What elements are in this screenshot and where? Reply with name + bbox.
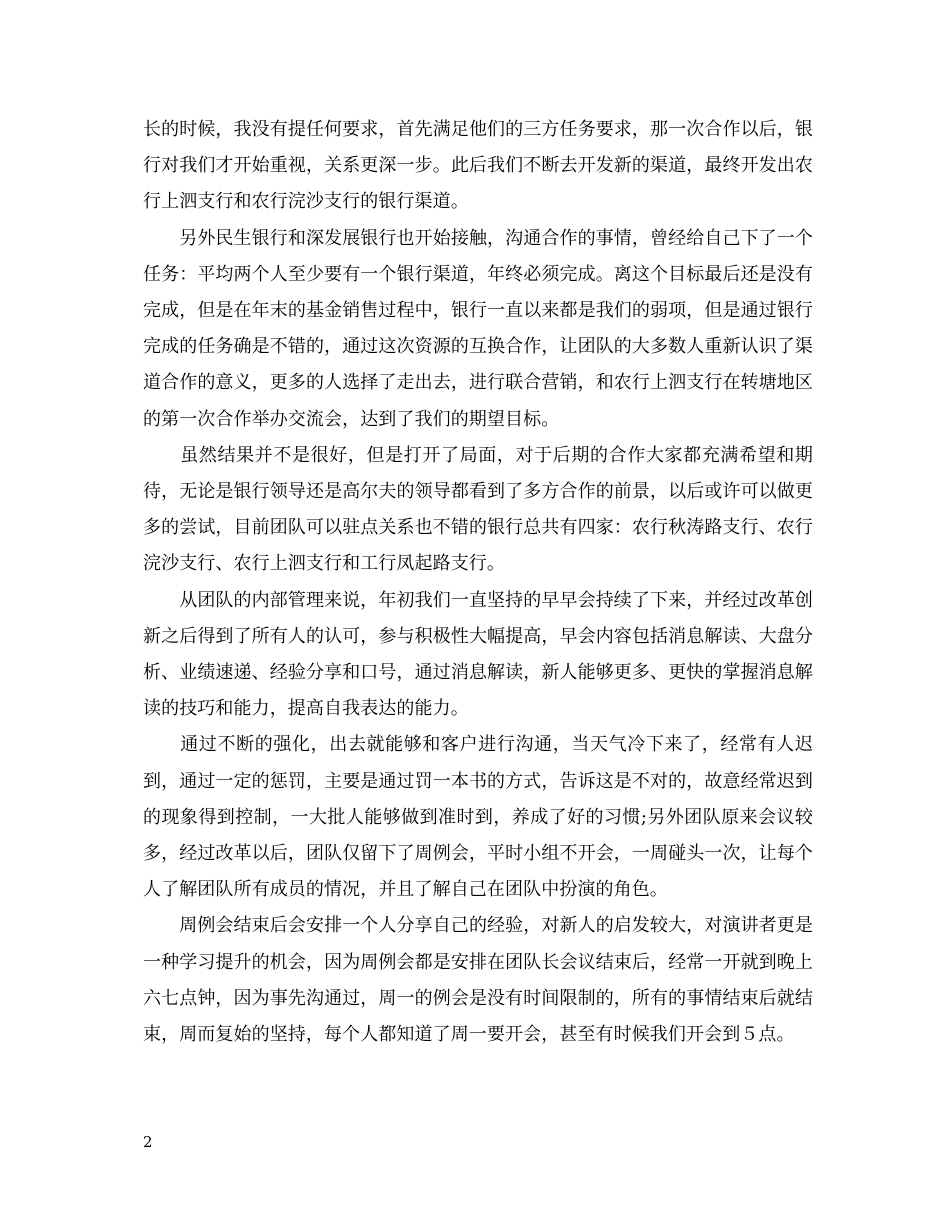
paragraph: 长的时候，我没有提任何要求，首先满足他们的三方任务要求，那一次合作以后，银行对我们才开始重视，关系更深一步。此后我们不断去开发新的渠道，最终开发出农行上泗支行和农行浣沙支行的银行渠道。 xyxy=(143,119,813,213)
paragraph: 周例会结束后会安排一个人分享自己的经验，对新人的启发较大，对演讲者更是一种学习提升的机会，因为周例会都是安排在团队长会议结束后，经常一开就到晚上六七点钟，因为事先沟通过，周一的例会是没有时间限制的，所有的事情结束后就结束，周而复始的坚持，每个人都知道了周一要开会，甚至有时候我们开会到５点。 xyxy=(143,915,813,1046)
paragraph: 从团队的内部管理来说，年初我们一直坚持的早早会持续了下来，并经过改革创新之后得到了所有人的认可，参与积极性大幅提高，早会内容包括消息解读、大盘分析、业绩速递、经验分享和口号，通过消息解读，新人能够更多、更快的掌握消息解读的技巧和能力，提高自我表达的能力。 xyxy=(143,589,813,720)
page-number: 2 xyxy=(143,1133,153,1151)
body-text xyxy=(143,112,813,1053)
paragraph: 通过不断的强化，出去就能够和客户进行沟通，当天气冷下来了，经常有人迟到，通过一定的惩罚，主要是通过罚一本书的方式，告诉这是不对的，故意经常迟到的现象得到控制，一大批人能够做到准时到，养成了好的习惯;另外团队原来会议较多，经过改革以后，团队仅留下了周例会，平时小组不开会，一周碰头一次，让每个人了解团队所有成员的情况，并且了解自己在团队中扮演的角色。 xyxy=(143,734,813,901)
paragraph: 另外民生银行和深发展银行也开始接触，沟通合作的事情，曾经给自己下了一个任务：平均两个人至少要有一个银行渠道，年终必须完成。离这个目标最后还是没有完成，但是在年末的基金销售过程中，银行一直以来都是我们的弱项，但是通过银行完成的任务确是不错的，通过这次资源的互换合作，让团队的大多数人重新认识了渠道合作的意义，更多的人选择了走出去，进行联合营销，和农行上泗支行在转塘地区的第一次合作举办交流会，达到了我们的期望目标。 xyxy=(143,227,813,430)
paragraph: 虽然结果并不是很好，但是打开了局面，对于后期的合作大家都充满希望和期待，无论是银行领导还是高尔夫的领导都看到了多方合作的前景，以后或许可以做更多的尝试，目前团队可以驻点关系也不错的银行总共有四家：农行秋涛路支行、农行浣沙支行、农行上泗支行和工行凤起路支行。 xyxy=(143,444,813,575)
